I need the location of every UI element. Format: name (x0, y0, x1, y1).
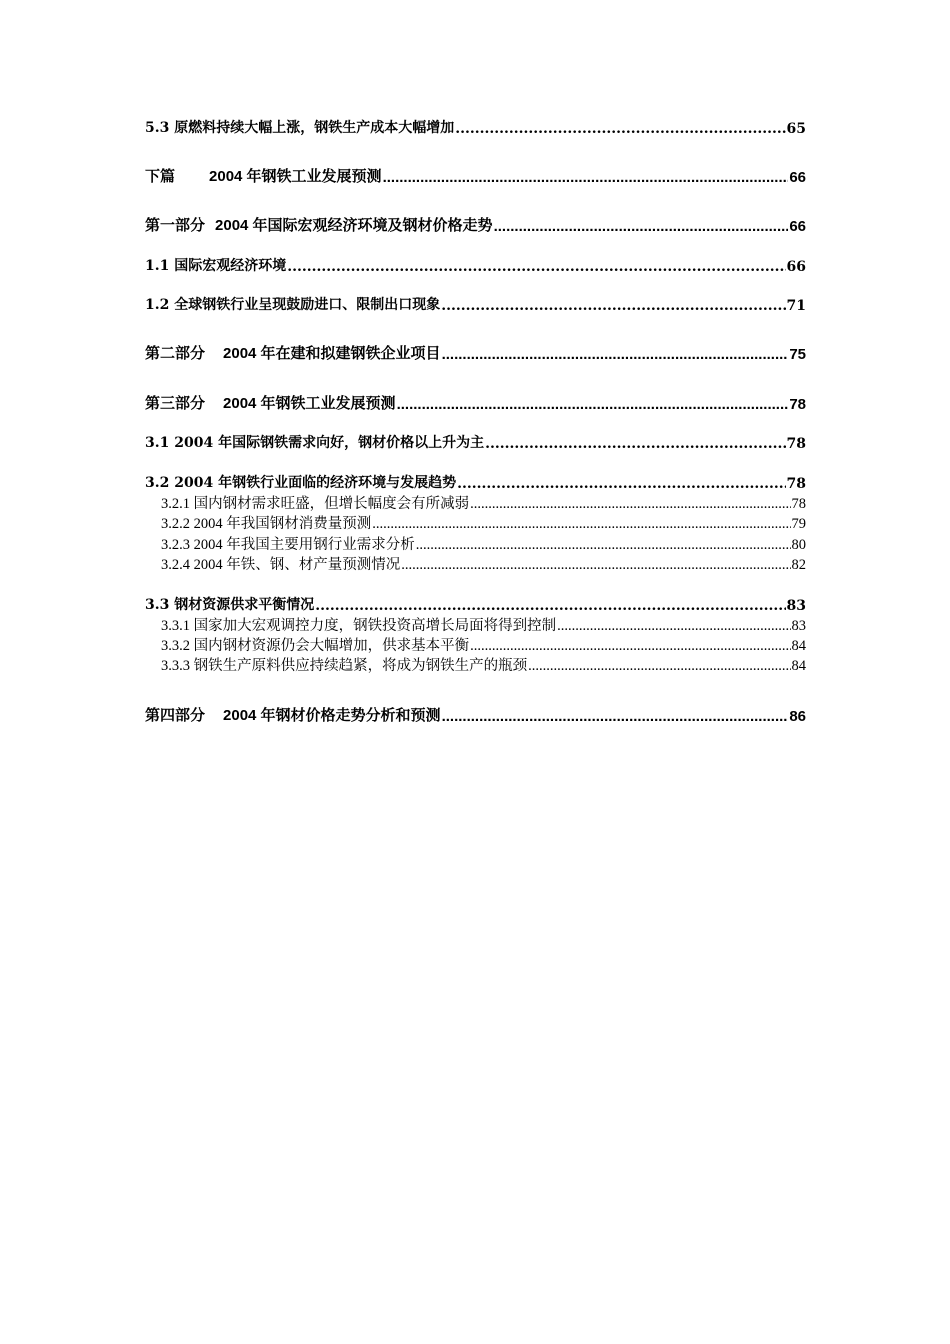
toc-entry-title: 3.2 2004 年钢铁行业面临的经济环境与发展趋势 (145, 475, 457, 491)
toc-entry[interactable] (145, 255, 806, 275)
toc-entry-title (145, 214, 493, 235)
toc-entry-title (145, 704, 441, 725)
toc-entry[interactable] (161, 553, 806, 574)
toc-entry-page: 71 (786, 298, 806, 314)
toc-leader (441, 298, 785, 314)
toc-leader (383, 169, 789, 186)
toc-entry-title: 3.2.2 2004 年我国钢材消费量预测 (161, 516, 372, 532)
toc-entry-title (145, 342, 441, 363)
toc-entry-heading: 2004 年国际宏观经济环境及钢材价格走势 (215, 217, 493, 234)
toc-leader (315, 598, 785, 614)
toc-entry-page: 84 (791, 638, 806, 654)
toc-entry-title: 3.1 2004 年国际钢铁需求向好，钢材价格以上升为主 (145, 435, 485, 451)
toc-entry[interactable] (145, 594, 806, 614)
toc-entry-title: 1.1 国际宏观经济环境 (145, 258, 287, 274)
toc-entry-label: 下篇 (145, 168, 176, 185)
toc-entry-label: 第二部分 (145, 345, 206, 362)
toc-entry[interactable] (161, 614, 806, 635)
toc-entry[interactable] (145, 294, 806, 314)
toc-entry[interactable] (145, 392, 806, 413)
toc-entry-title: 3.3.1 国家加大宏观调控力度，钢铁投资高增长局面将得到控制 (161, 618, 557, 634)
toc-entry-page: 78 (786, 436, 806, 452)
toc-leader (401, 557, 790, 574)
toc-entry-title: 1.2 全球钢铁行业呈现鼓励进口、限制出口现象 (145, 297, 441, 313)
toc-entry-page: 66 (789, 218, 806, 235)
toc-entry[interactable] (145, 472, 806, 492)
toc-entry[interactable] (145, 117, 806, 137)
toc-leader (455, 121, 785, 137)
toc-entry-heading: 2004 年钢铁工业发展预测 (209, 168, 382, 185)
toc-leader (372, 516, 790, 533)
toc-leader (442, 708, 789, 725)
toc-entry-title: 3.3 钢材资源供求平衡情况 (145, 597, 315, 613)
toc-entry-title (145, 392, 396, 413)
toc-entry[interactable] (145, 432, 806, 452)
toc-leader (397, 396, 789, 413)
toc-entry[interactable] (161, 492, 806, 513)
toc-entry-title: 5.3 原燃料持续大幅上涨，钢铁生产成本大幅增加 (145, 120, 455, 136)
toc-entry-page: 80 (791, 537, 806, 553)
toc-leader (457, 476, 785, 492)
toc-entry[interactable] (161, 634, 806, 655)
toc-entry-heading: 2004 年钢材价格走势分析和预测 (223, 707, 441, 724)
toc-entry-title: 3.2.4 2004 年铁、钢、材产量预测情况 (161, 557, 401, 573)
toc-entry[interactable] (145, 165, 806, 186)
toc-entry[interactable] (145, 342, 806, 363)
toc-entry-page: 84 (791, 658, 806, 674)
toc-leader (416, 537, 791, 554)
toc-entry-page: 86 (789, 708, 806, 725)
toc-entry-title (145, 165, 382, 186)
toc-leader (557, 618, 790, 635)
toc-entry-title: 3.3.2 国内钢材资源仍会大幅增加，供求基本平衡 (161, 638, 470, 654)
toc-entry-label: 第四部分 (145, 707, 206, 724)
toc-entry-label: 第三部分 (145, 395, 206, 412)
toc-entry-page: 82 (791, 557, 806, 573)
toc-entry-page: 78 (789, 396, 806, 413)
toc-leader (287, 259, 785, 275)
toc-entry-page: 83 (786, 598, 806, 614)
toc-entry-label: 第一部分 (145, 217, 206, 234)
toc-leader (470, 638, 790, 655)
toc-entry[interactable] (161, 654, 806, 675)
toc-entry[interactable] (145, 214, 806, 235)
toc-entry-page: 65 (786, 121, 806, 137)
toc-entry-title: 3.2.1 国内钢材需求旺盛，但增长幅度会有所减弱 (161, 496, 470, 512)
toc-entry[interactable] (145, 704, 806, 725)
toc-entry-page: 79 (791, 516, 806, 532)
toc-entry-page: 66 (786, 259, 806, 275)
toc-entry-title: 3.2.3 2004 年我国主要用钢行业需求分析 (161, 537, 415, 553)
toc-entry-page: 78 (791, 496, 806, 512)
toc-entry-heading: 2004 年在建和拟建钢铁企业项目 (223, 345, 441, 362)
toc-leader (442, 346, 789, 363)
toc-entry-page: 78 (786, 476, 806, 492)
toc-leader (485, 436, 785, 452)
toc-leader (528, 658, 790, 675)
toc-entry-page: 66 (789, 169, 806, 186)
toc-leader (494, 218, 789, 235)
toc-leader (470, 496, 790, 513)
toc-entry-title: 3.3.3 钢铁生产原料供应持续趋紧，将成为钢铁生产的瓶颈 (161, 658, 528, 674)
toc-entry[interactable] (161, 533, 806, 554)
toc-entry-page: 75 (789, 346, 806, 363)
toc-entry[interactable] (161, 512, 806, 533)
toc-entry-page: 83 (791, 618, 806, 634)
toc-entry-heading: 2004 年钢铁工业发展预测 (223, 395, 396, 412)
